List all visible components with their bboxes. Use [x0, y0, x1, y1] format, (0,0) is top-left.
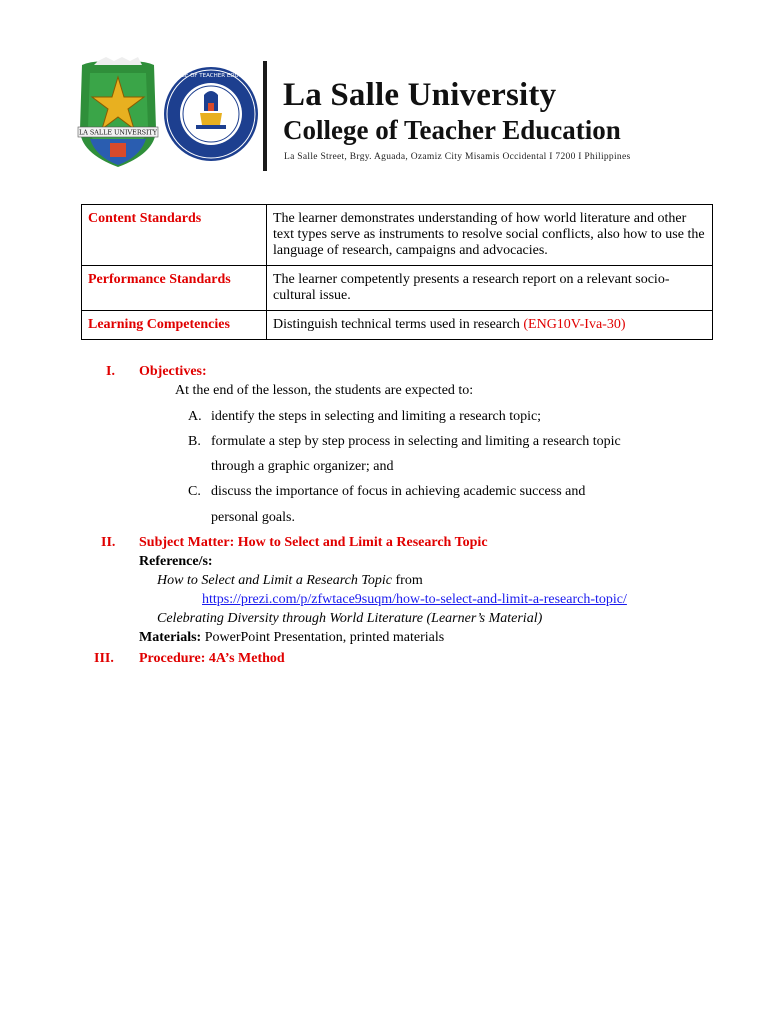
competency-code: (ENG10V-Iva-30)	[523, 317, 626, 332]
reference-1-title: How to Select and Limit a Research Topic	[157, 573, 392, 588]
reference-2: Celebrating Diversity through World Literature (Learner’s Material)	[157, 611, 543, 626]
reference-label: Reference/s:	[139, 554, 213, 569]
procedure-numeral: III.	[94, 651, 114, 666]
content-standards-label: Content Standards	[82, 205, 267, 266]
college-name: College of Teacher Education	[283, 115, 621, 145]
materials-label: Materials:	[139, 630, 202, 645]
learning-competencies-text: Distinguish technical terms used in research (ENG10V-Iva-30)	[267, 311, 713, 340]
subject-numeral: II.	[101, 535, 116, 550]
objectives-heading: Objectives:	[139, 364, 207, 379]
objectives-intro: At the end of the lesson, the students are expected to:	[175, 383, 474, 398]
objective-c-text-cont: personal goals.	[211, 510, 295, 525]
procedure-heading: Procedure: 4A’s Method	[139, 651, 285, 666]
svg-text:COLLEGE OF TEACHER EDUCATION: COLLEGE OF TEACHER EDUCATION	[162, 73, 260, 79]
performance-standards-text: The learner competently presents a research report on a relevant socio-cultural issue.	[267, 266, 713, 311]
performance-standards-label: Performance Standards	[82, 266, 267, 311]
reference-1-link[interactable]: https://prezi.com/p/zfwtace9suqm/how-to-select-and-limit-a-research-topic/	[202, 592, 627, 607]
objective-c-text: discuss the importance of focus in achieving academic success and	[211, 484, 586, 499]
objective-b-text-cont: through a graphic organizer; and	[211, 459, 394, 474]
university-address: La Salle Street, Brgy. Aguada, Ozamiz City Misamis Occidental I 7200 I Philippines	[284, 152, 631, 162]
objective-c-letter: C.	[188, 484, 201, 499]
subject-heading: Subject Matter: How to Select and Limit a Research Topic	[139, 535, 488, 550]
materials: Materials: PowerPoint Presentation, printed materials	[139, 630, 445, 645]
content-standards-text: The learner demonstrates understanding of how world literature and other text types serve as instruments to resolve social conflicts, also how to use the language of research, campaigns and advocacies.	[267, 205, 713, 266]
reference-1: How to Select and Limit a Research Topic from	[157, 573, 423, 588]
objective-b-text: formulate a step by step process in selecting and limiting a research topic	[211, 434, 621, 449]
university-name: La Salle University	[283, 77, 557, 113]
learning-competencies-label: Learning Competencies	[82, 311, 267, 340]
objective-a-letter: A.	[188, 409, 202, 424]
objective-b-letter: B.	[188, 434, 201, 449]
objective-a-text: identify the steps in selecting and limiting a research topic;	[211, 409, 542, 424]
svg-text:LA SALLE UNIVERSITY: LA SALLE UNIVERSITY	[78, 128, 158, 137]
objectives-numeral: I.	[106, 364, 115, 379]
